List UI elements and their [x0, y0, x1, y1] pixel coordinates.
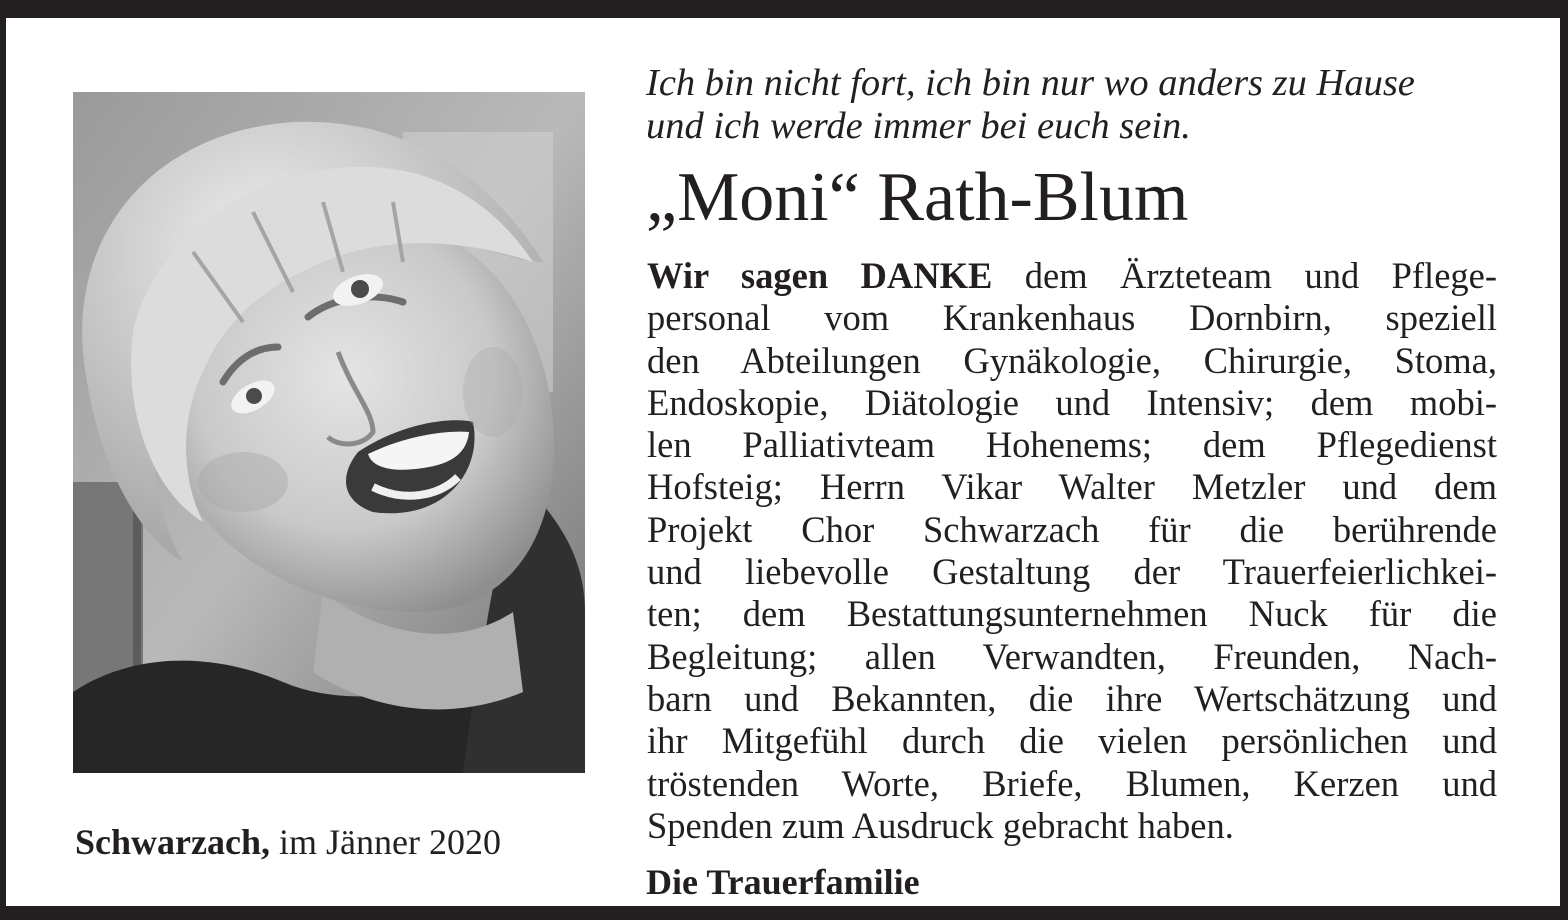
- thanks-line: Hofsteig; Herrn Vikar Walter Metzler und dem: [647, 466, 1497, 508]
- quote-line: Ich bin nicht fort, ich bin nur wo anders zu Hause: [646, 62, 1415, 104]
- place: Schwarzach,: [75, 822, 270, 862]
- thanks-line: und liebevolle Gestaltung der Trauerfeierlichkei-: [647, 551, 1497, 593]
- thanks-text: [647, 255, 1497, 847]
- quote-line: und ich werde immer bei euch sein.: [646, 105, 1191, 147]
- thanks-line: len Palliativteam Hohenems; dem Pflegedienst: [647, 424, 1497, 466]
- thanks-line: Spenden zum Ausdruck gebracht haben.: [647, 804, 1234, 846]
- place-and-date: [75, 822, 595, 862]
- portrait-photo: [73, 92, 585, 773]
- date: im Jänner 2020: [269, 822, 501, 862]
- memorial-quote: [646, 62, 1506, 148]
- portrait-photo-image: [73, 92, 585, 773]
- thanks-line: Projekt Chor Schwarzach für die berührende: [647, 508, 1497, 550]
- thanks-line-text: dem Ärzteteam und Pflege-: [992, 255, 1498, 296]
- signoff: Die Trauerfamilie: [646, 862, 920, 902]
- thanks-line: personal vom Krankenhaus Dornbirn, speziell: [647, 297, 1497, 339]
- thanks-line: tröstenden Worte, Briefe, Blumen, Kerzen und: [647, 762, 1497, 804]
- thanks-line: barn und Bekannten, die ihre Wertschätzung und: [647, 677, 1497, 719]
- thanks-line: Begleitung; allen Verwandten, Freunden, Nach-: [647, 635, 1497, 677]
- thanks-line: Endoskopie, Diätologie und Intensiv; dem mobi-: [647, 381, 1497, 423]
- deceased-name: „Moni“ Rath-Blum: [646, 159, 1189, 236]
- thanks-line: den Abteilungen Gynäkologie, Chirurgie, Stoma,: [647, 339, 1497, 381]
- thanks-line: ten; dem Bestattungsunternehmen Nuck für die: [647, 593, 1497, 635]
- thanks-line: ihr Mitgefühl durch die vielen persönlichen und: [647, 720, 1497, 762]
- thanks-lead: Wir sagen DANKE: [647, 255, 993, 296]
- thanks-line: [647, 255, 1497, 297]
